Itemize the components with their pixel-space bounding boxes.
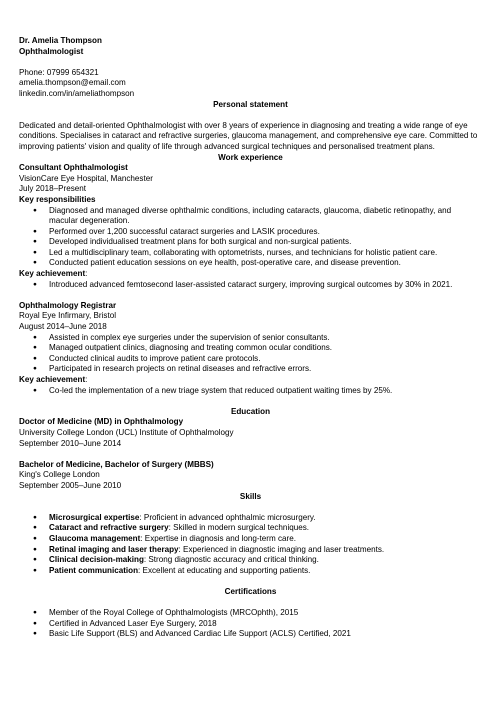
skill-item [19, 545, 482, 556]
skill-name: Glaucoma management [49, 533, 141, 543]
skill-item [19, 566, 482, 577]
institution-name: King's College London [19, 470, 100, 480]
personal-statement-heading: Personal statement [213, 99, 288, 109]
list-item: ● Managed outpatient clinics, diagnosing and treating common ocular conditions. [19, 343, 482, 354]
list-item: ● Introduced advanced femtosecond laser-assisted cataract surgery, improving surgical outcomes by 30% in 2021. [19, 280, 482, 291]
list-item: ● Developed individualised treatment plans for both surgical and non-surgical patients. [19, 237, 482, 248]
list-item: ● Performed over 1,200 successful cataract surgeries and LASIK procedures. [19, 227, 482, 238]
list-item: ● Basic Life Support (BLS) and Advanced Cardiac Life Support (ACLS) Certified, 2021 [19, 629, 482, 640]
job-entry-registrar [19, 301, 482, 396]
degree-title: Doctor of Medicine (MD) in Ophthalmology [19, 417, 184, 427]
phone-text: Phone: 07999 654321 [19, 67, 99, 77]
education-dates: September 2010–June 2014 [19, 438, 122, 448]
skills-heading: Skills [239, 491, 262, 501]
work-experience-heading: Work experience [218, 152, 283, 162]
education-entry-mbbs [19, 460, 482, 492]
job-dates: July 2018–Present [19, 184, 87, 194]
responsibilities-list [19, 333, 482, 375]
skill-item [19, 523, 482, 534]
certifications-heading: Certifications [224, 586, 277, 596]
job-title: Ophthalmology Registrar [19, 300, 117, 310]
education-dates: September 2005–June 2010 [19, 480, 122, 490]
list-item: ● Member of the Royal College of Ophthalmologists (MRCOphth), 2015 [19, 608, 482, 619]
job-title: Consultant Ophthalmologist [19, 163, 128, 173]
key-achievement-row: Key achievement: [19, 269, 88, 279]
skills-list [19, 513, 482, 577]
list-item: ● Assisted in complex eye surgeries under the supervision of senior consultants. [19, 333, 482, 344]
responsibilities-list [19, 206, 482, 270]
skill-item [19, 534, 482, 545]
list-item: ● Led a multidisciplinary team, collaborating with optometrists, nurses, and technicians for holistic patient care. [19, 248, 482, 259]
email-text: amelia.thompson@email.com [19, 78, 126, 88]
job-dates: August 2014–June 2018 [19, 322, 107, 332]
job-employer: VisionCare Eye Hospital, Manchester [19, 173, 153, 183]
personal-statement-text: Dedicated and detail-oriented Ophthalmologist with over 8 years of experience in diagnosing and treating a wide range of eye conditions. Specialises in cataract and refractive surgeries, glaucoma management, and comprehensive eye care. Committed to improving patients' vision and quality of life through advanced surgical techniques and personalised treatment plans. [19, 120, 478, 151]
list-item: ● Diagnosed and managed diverse ophthalmic conditions, including cataracts, glaucoma, diabetic retinopathy, and macular degeneration. [19, 206, 482, 227]
skill-item [19, 513, 482, 524]
list-item: ● Co-led the implementation of a new triage system that reduced outpatient waiting times by 25%. [19, 386, 482, 397]
list-item: ● Conducted patient education sessions on eye health, post-operative care, and disease prevention. [19, 258, 482, 269]
skill-desc: : Skilled in modern surgical techniques. [168, 523, 310, 533]
candidate-name: Dr. Amelia Thompson [19, 36, 102, 45]
list-item: ● Certified in Advanced Laser Eye Surgery, 2018 [19, 619, 482, 630]
achievement-list [19, 386, 482, 397]
institution-name: University College London (UCL) Institute of Ophthalmology [19, 427, 234, 437]
skill-name: Patient communication [49, 565, 139, 575]
key-achievement-row: Key achievement: [19, 375, 88, 384]
list-item: ● Participated in research projects on retinal diseases and refractive errors. [19, 364, 482, 375]
linkedin-text: linkedin.com/in/ameliathompson [19, 88, 135, 98]
education-entry-md [19, 417, 482, 449]
skill-item [19, 555, 482, 566]
job-employer: Royal Eye Infirmary, Bristol [19, 311, 116, 321]
list-item: ● Conducted clinical audits to improve patient care protocols. [19, 354, 482, 365]
skill-name: Clinical decision-making [49, 555, 144, 565]
achievement-list [19, 280, 482, 291]
key-achievement-label: Key achievement [19, 375, 86, 384]
job-entry-consultant [19, 163, 482, 290]
certifications-list [19, 608, 482, 640]
skill-desc: : Strong diagnostic accuracy and critical thinking. [143, 555, 319, 565]
skill-desc: : Excellent at educating and supporting patients. [138, 565, 311, 575]
skill-name: Microsurgical expertise [49, 512, 140, 522]
skill-desc: : Expertise in diagnosis and long-term care. [140, 533, 296, 543]
skill-name: Cataract and refractive surgery [49, 523, 169, 533]
candidate-title: Ophthalmologist [19, 46, 84, 56]
skill-desc: : Proficient in advanced ophthalmic microsurgery. [139, 512, 316, 522]
skill-desc: : Experienced in diagnostic imaging and laser treatments. [178, 544, 385, 554]
key-responsibilities-label: Key responsibilities [19, 194, 96, 204]
skill-name: Retinal imaging and laser therapy [49, 544, 179, 554]
education-heading: Education [230, 406, 271, 416]
degree-title: Bachelor of Medicine, Bachelor of Surgery (MBBS) [19, 459, 214, 469]
key-achievement-label: Key achievement [19, 269, 86, 279]
